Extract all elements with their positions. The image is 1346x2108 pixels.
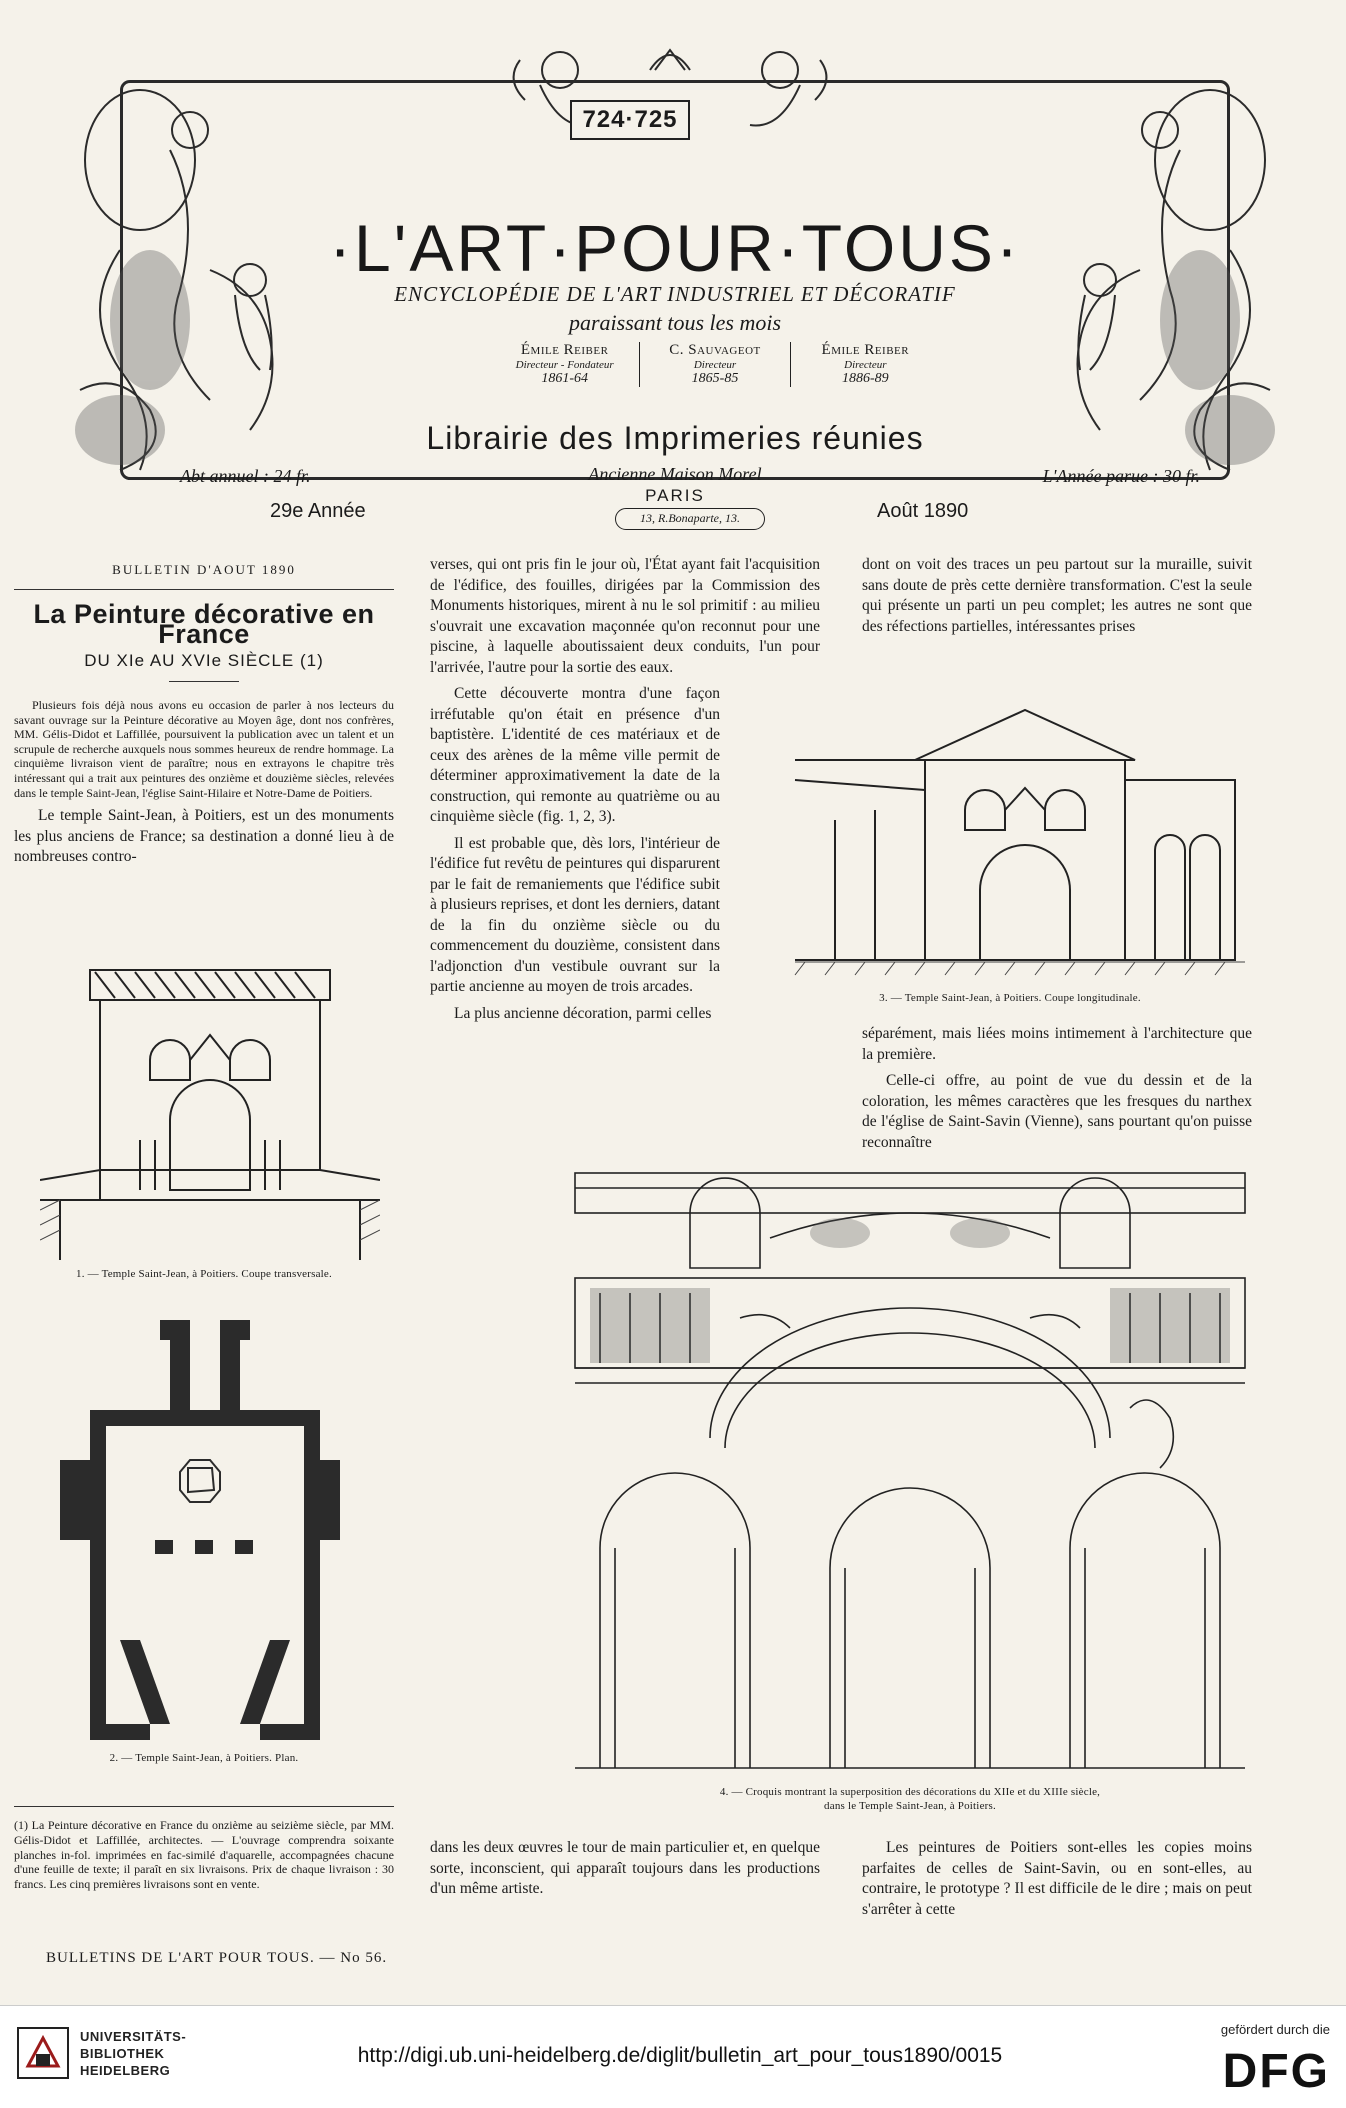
publisher-address: 13, R.Bonaparte, 13. — [615, 508, 765, 530]
issue-date: Août 1890 — [877, 500, 969, 522]
digitization-footer — [0, 2005, 1346, 2108]
director-role: Directeur — [844, 359, 887, 371]
article-paragraph: séparément, mais liées moins intimement à l'architecture que la première. — [862, 1025, 1252, 1063]
director-role: Directeur — [693, 359, 737, 371]
figure-3-caption: 3. — Temple Saint-Jean, à Poitiers. Coupe longitudinale. — [879, 992, 1141, 1004]
publication-frequency: paraissant tous les mois — [568, 310, 782, 335]
figure-2-caption: 2. — Temple Saint-Jean, à Poitiers. Plan. — [109, 1752, 299, 1764]
publisher-city: PARIS — [645, 486, 705, 505]
article-intro: Plusieurs fois déjà nous avons eu occasion de parler à nos lecteurs du savant ouvrage sur la Peinture décorative au Moyen âge, dont nos confrères, MM. Gélis-Didot et Laffillée, poursuivent la publication avec un talent et un scrupule de recherche auxquels nous sommes heureux de rendre hommage. La cinquième livraison vient de paraître; nous en extrayons le chapitre très intéressant qui a trait aux peintures des onzième et douzième siècles, relevées dans le temple Saint-Jean, l'église Saint-Hilaire et Notre-Dame de Poitiers. — [14, 698, 394, 800]
column-2 — [430, 555, 820, 1024]
director-entry — [790, 342, 940, 387]
article-paragraph: Il est probable que, dès lors, l'intérieur de l'édifice fut revêtu de peintures qui disparurent par le fait de remaniements que l'édifice subit à plusieurs reprises, et dont les derniers, datant de la fin du onzième siècle ou du commencement du douzième, consistent dans l'adjonction d'un vestibule ouvrant sur la partie ancienne au moyen de trois arcades. — [430, 834, 720, 995]
article-paragraph: Celle-ci offre, au point de vue du dessin et de la coloration, les mêmes caractères que les fresques du narthex de l'église de Saint-Savin (Vienne), sans pourtant qu'on puisse reconnaître — [862, 1072, 1252, 1151]
article-title: La Peinture décorative en France — [33, 598, 375, 649]
director-entry — [490, 342, 639, 387]
article-paragraph: Le temple Saint-Jean, à Poitiers, est un des monuments les plus anciens de France; sa destination a donné lieu à de nombreuses contro- — [14, 807, 394, 866]
article-paragraph: Les peintures de Poitiers sont-elles les copies moins parfaites de celles de Saint-Savin, ou en sont-elles, au contraire, le prototype ? Il est difficile de le dire ; mais on peut s'arrêter à cette — [862, 1839, 1252, 1918]
article-paragraph: La plus ancienne décoration, parmi celles — [454, 1004, 712, 1022]
divider — [14, 589, 394, 590]
dfg-logo: DFG — [1222, 2045, 1330, 2098]
funding-label: gefördert durch die — [1220, 2022, 1330, 2037]
university-seal-icon — [16, 2026, 70, 2080]
publisher-former-name: Ancienne Maison Morel — [588, 464, 762, 484]
director-years: 1886-89 — [841, 371, 889, 386]
footnote: (1) La Peinture décorative en France du onzième au seizième siècle, par MM. Gélis-Didot et Laffillée, architectes. — L'ouvrage comprendra soixante planches in-fol. imprimées en fac-similé d'aquarelle, accompagnées chacune d'une feuille de texte; il paraît en six livraisons. Prix de chaque livraison : 30 francs. Les cinq premières livraisons sont en vente. — [14, 1818, 394, 1892]
column-3-continued — [862, 1024, 1252, 1153]
publisher-name: Librairie des Imprimeries réunies — [426, 420, 924, 456]
director-years: 1861-64 — [541, 371, 588, 386]
director-name: C. Sauvageot — [669, 342, 761, 358]
publication-title: ·L'ART·POUR·TOUS· — [329, 211, 1021, 285]
article-paragraph: verses, qui ont pris fin le jour où, l'État ayant fait l'acquisition de l'édifice, des fouilles, dirigées par la Commission des Monuments historiques, mirent à nu le sol primitif : au milieu s'ouvrait une excavation maçonnée qu'on reconnut pour une piscine, à laquelle aboutissaient deux conduits, l'un pour l'arrivée, l'autre pour la sortie des eaux. — [430, 556, 820, 676]
figure-4-caption-continued: dans le Temple Saint-Jean, à Poitiers. — [824, 1800, 996, 1812]
divider — [169, 681, 239, 682]
university-library-name — [80, 2028, 186, 2079]
article-subtitle: DU XIe AU XVIe SIÈCLE (1) — [84, 650, 324, 670]
university-name-line: BIBLIOTHEK — [80, 2046, 165, 2061]
publication-subtitle: ENCYCLOPÉDIE DE L'ART INDUSTRIEL ET DÉCORATIF — [394, 282, 956, 306]
column-3 — [862, 555, 1252, 637]
director-name: Émile Reiber — [821, 342, 910, 358]
figure-3-longitudinal-section-illustration — [775, 700, 1245, 980]
masthead — [60, 20, 1290, 525]
figure-4-caption: 4. — Croquis montrant la superposition des décorations du XIIe et du XIIIe siècle, — [719, 1786, 1101, 1798]
bulletin-number: BULLETINS DE L'ART POUR TOUS. — No 56. — [46, 1950, 388, 1966]
figure-1-caption: 1. — Temple Saint-Jean, à Poitiers. Coupe transversale. — [76, 1268, 332, 1280]
year-price: L'Année parue : 30 fr. — [1042, 466, 1200, 486]
article-paragraph: dans les deux œuvres le tour de main particulier et, en quelque sorte, inconscient, qui apparaît toujours dans les productions d'un même artiste. — [430, 1839, 820, 1897]
bulletin-label: BULLETIN D'AOUT 1890 — [112, 562, 296, 577]
directors-list — [490, 342, 940, 387]
university-name-line: UNIVERSITÄTS- — [80, 2029, 187, 2044]
director-name: Émile Reiber — [520, 342, 609, 358]
footnote-divider — [14, 1806, 394, 1807]
article-paragraph: Cette découverte montra d'une façon irréfutable qu'on était en présence d'un baptistère. L'identité de ces matériaux et de ceux des arènes de la même ville permit de déterminer approximativement la date de la construction, qui remonte au quatrième ou au cinquième siècle (fig. 1, 2, 3). — [430, 685, 720, 825]
column-1 — [14, 560, 394, 868]
issue-number: 724·725 — [570, 100, 690, 140]
figure-2-plan-illustration — [60, 1310, 340, 1750]
university-name-line: HEIDELBERG — [80, 2063, 171, 2078]
annual-price: Abt annuel : 24 fr. — [180, 466, 311, 486]
director-entry — [639, 342, 789, 387]
director-role: Directeur - Fondateur — [515, 359, 614, 371]
digitization-url[interactable]: http://digi.ub.uni-heidelberg.de/diglit/bulletin_art_pour_tous1890/0015 — [357, 2044, 1003, 2067]
volume-year: 29e Année — [270, 500, 366, 522]
figure-4-decoration-sketch-illustration — [570, 1168, 1250, 1778]
figure-1-transverse-section-illustration — [40, 960, 380, 1260]
director-years: 1865-85 — [691, 371, 739, 386]
article-paragraph: dont on voit des traces un peu partout sur la muraille, suivit sans doute de près cette dernière transformation. C'est la seule qui présente un parti un peu complet; les autres ne sont que des réfections partielles, intéressantes prises — [862, 556, 1252, 635]
